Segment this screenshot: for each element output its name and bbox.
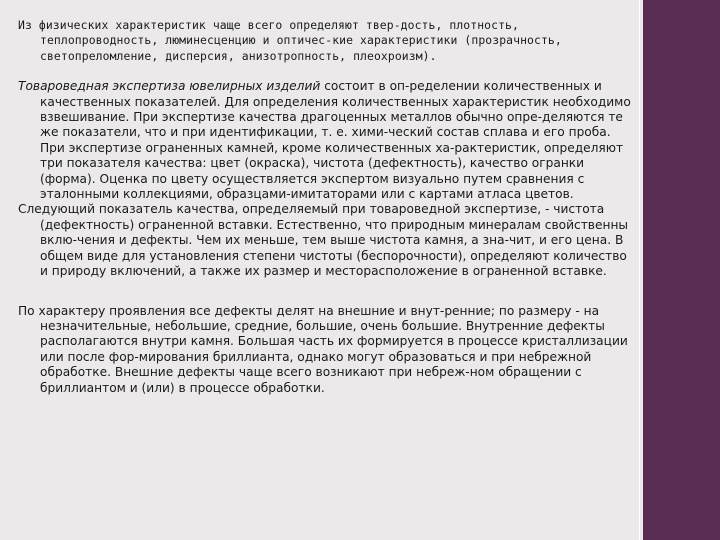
decorative-sidebar — [643, 0, 720, 540]
paragraph-physical-characteristics — [18, 18, 633, 64]
paragraph-text: состоит в оп-ределении количественных и качественных показателей. Для определения количественных характеристик необходимо взвешивание. При экспертизе качества драгоценных металлов обычно опре-деляются те же показатели, что и при идентификации, т. е. хими-ческий состав сплава и его проба. При экспертизе ограненных камней, кроме количественных ха-рактеристик, определяют три показателя качества: цвет (окраска), чистота (дефектность), качество огранки (форма). Оценка по цвету осуществляется экспертом визуально путем сравнения с эталонными коллекциями, образцами-имитаторами или с картами атласа цветов. — [40, 79, 631, 202]
slide-body — [18, 18, 633, 396]
paragraph-clarity — [18, 202, 633, 279]
paragraph-lead-term: Товароведная экспертиза ювелирных изделий — [18, 79, 321, 94]
paragraph-defects — [18, 304, 633, 396]
paragraph-text: Следующий показатель качества, определяемый при товароведной экспертизе, - чистота (дефектность) ограненной вставки. Естественно, что природным минералам свойственны вклю-чения и дефекты. Чем их меньше, тем выше чистота камня, а зна-чит, и его цена. В общем виде для установления степени чистоты (беспорочности), определяют количество и природу включений, а также их размер и месторасположение в ограненной вставке. — [18, 202, 629, 279]
paragraph-text: По характеру проявления все дефекты делят на внешние и внут-ренние; по размеру - на незначительные, небольшие, средние, большие, очень большие. Внутренние дефекты располагаются внутри камня. Большая часть их формируется в процессе кристаллизации или после фор-мирования бриллианта, однако могут образоваться и при небрежной обработке. Внешние дефекты чаще всего возникают при небреж-ном обращении с бриллиантом и (или) в процессе обработки. — [18, 303, 628, 395]
sidebar-divider — [639, 0, 640, 540]
paragraph-merchandising-expertise — [18, 79, 633, 202]
paragraph-text: Из физических характеристик чаще всего определяют твер-дость, плотность, теплопроводность, люминесценцию и оптичес-кие характеристики (прозрачность, светопреломление, дисперсия, анизотропность, плеохроизм). — [18, 18, 562, 63]
